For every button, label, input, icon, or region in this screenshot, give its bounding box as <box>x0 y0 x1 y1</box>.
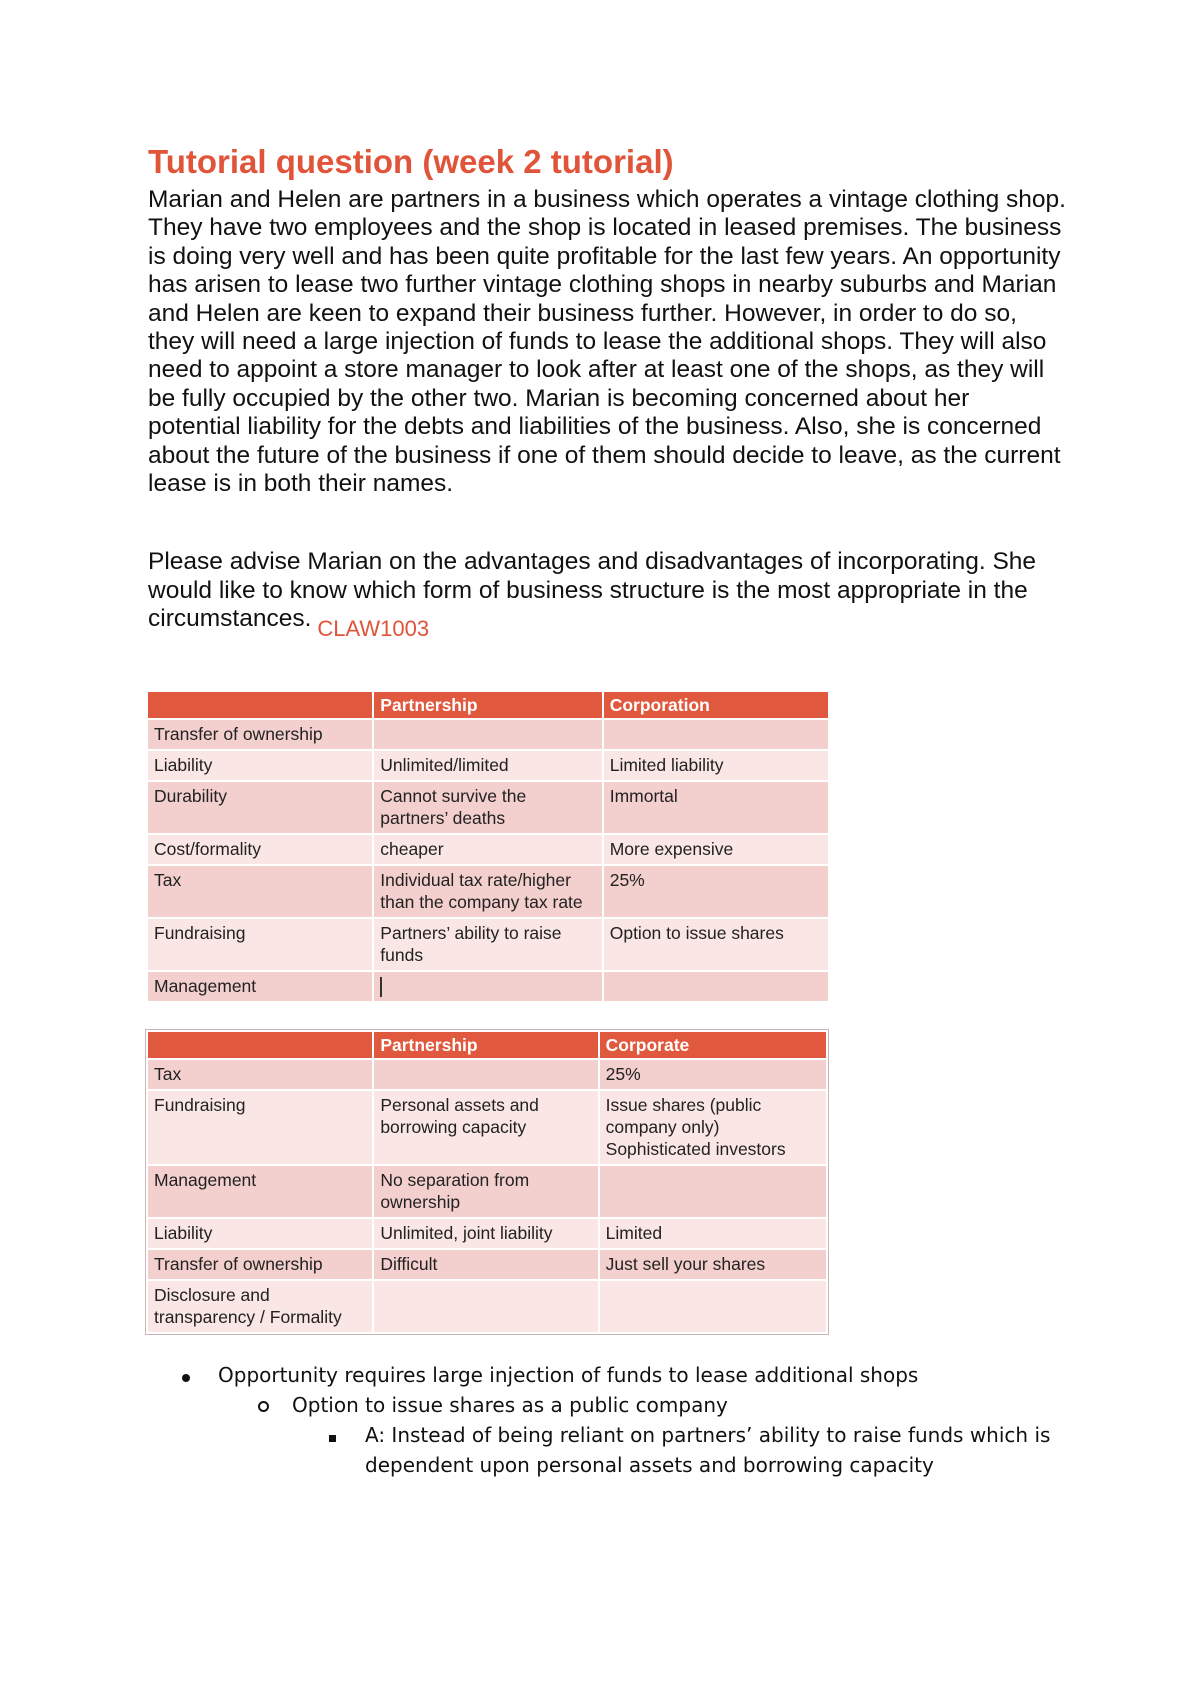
table2-cell: Personal assets and borrowing capacity <box>373 1090 598 1165</box>
table2-cell: Just sell your shares <box>599 1249 827 1280</box>
table1-header-row <box>147 691 829 719</box>
table2-cell: Disclosure and transparency / Formality <box>147 1280 373 1333</box>
notes-list <box>180 1360 1080 1480</box>
overlap-label: CLAW1003 <box>317 616 430 642</box>
table2-row <box>147 1218 827 1249</box>
table2-cell: Issue shares (public company only) Sophisticated investors <box>599 1090 827 1165</box>
text-cursor <box>380 977 382 997</box>
table2-row <box>147 1280 827 1333</box>
slide-title: Tutorial question (week 2 tutorial) <box>148 143 674 180</box>
table1-cell: Individual tax rate/higher than the company tax rate <box>373 865 602 918</box>
bullet-text: Opportunity requires large injection of funds to lease additional shops <box>218 1363 919 1387</box>
scenario-paragraph: Marian and Helen are partners in a business which operates a vintage clothing shop. They have two employees and the shop is located in leased premises. The business is doing very well and has been quite profitable for the last few years. An opportunity has arisen to lease two further vintage clothing shops in nearby suburbs and Marian and Helen are keen to expand their business further. However, in order to do so, they will need a large injection of funds to lease the additional shops. They will also need to appoint a store manager to look after at least one of the shops, as they will be fully occupied by the other two. Marian is becoming concerned about her potential liability for the debts and liabilities of the business. Also, she is concerned about the future of the business if one of them should decide to leave, as the current lease is in both their names. <box>148 186 1066 498</box>
table2-cell: Fundraising <box>147 1090 373 1165</box>
bullet-text: A: Instead of being reliant on partners’ ability to raise funds which is dependent upon personal assets and borrowing capacity <box>365 1423 1051 1477</box>
table1-cell: Partners’ ability to raise funds <box>373 918 602 971</box>
table1-header-cell: Corporation <box>603 691 829 719</box>
table2-cell <box>599 1165 827 1218</box>
table1-cell: Liability <box>147 750 373 781</box>
table1-cell: Option to issue shares <box>603 918 829 971</box>
table2-cell: Transfer of ownership <box>147 1249 373 1280</box>
table1-header-cell: Partnership <box>373 691 602 719</box>
comparison-table-2 <box>146 1030 828 1334</box>
table1-cell: Management <box>147 971 373 1002</box>
bullet-ring-icon <box>258 1390 269 1420</box>
table2-row <box>147 1059 827 1090</box>
table2-cell <box>373 1280 598 1333</box>
bullet-level-3 <box>180 1420 1080 1480</box>
table1-cell: Cannot survive the partners’ deaths <box>373 781 602 834</box>
table2-cell: No separation from ownership <box>373 1165 598 1218</box>
table1-cell: Immortal <box>603 781 829 834</box>
bullet-square-icon <box>329 1420 336 1450</box>
slide-image <box>148 140 1068 642</box>
table2-row <box>147 1090 827 1165</box>
table2-row <box>147 1165 827 1218</box>
table2-cell <box>373 1059 598 1090</box>
table1-row <box>147 834 829 865</box>
table1-cell: Fundraising <box>147 918 373 971</box>
table1-cell-editing[interactable] <box>373 971 602 1002</box>
bullet-level-2 <box>180 1390 1080 1420</box>
question-paragraph <box>148 548 1068 642</box>
table2-row <box>147 1249 827 1280</box>
table1-row <box>147 971 829 1002</box>
table1-row <box>147 918 829 971</box>
table2-header-row <box>147 1031 827 1059</box>
table1-cell <box>603 719 829 750</box>
table2-cell: Limited <box>599 1218 827 1249</box>
table2-cell: Liability <box>147 1218 373 1249</box>
table1-cell: Tax <box>147 865 373 918</box>
table2-cell: Management <box>147 1165 373 1218</box>
table1-cell <box>373 719 602 750</box>
table1-row <box>147 865 829 918</box>
table1-row <box>147 750 829 781</box>
table1-cell: Unlimited/limited <box>373 750 602 781</box>
table2-header-cell: Partnership <box>373 1031 598 1059</box>
table1-cell: 25% <box>603 865 829 918</box>
table1-cell <box>603 971 829 1002</box>
table2-cell: Tax <box>147 1059 373 1090</box>
table2-cell <box>599 1280 827 1333</box>
table1-cell: Durability <box>147 781 373 834</box>
question-text: Please advise Marian on the advantages and disadvantages of incorporating. She would like to know which form of business structure is the most appropriate in the circumstances. <box>148 548 1037 633</box>
table1-cell: Cost/formality <box>147 834 373 865</box>
table1-row <box>147 719 829 750</box>
table2-cell: 25% <box>599 1059 827 1090</box>
bullet-dot-icon <box>182 1360 190 1390</box>
bullet-text: Option to issue shares as a public company <box>292 1393 728 1417</box>
table1-cell: Limited liability <box>603 750 829 781</box>
table2-header-cell: Corporate <box>599 1031 827 1059</box>
table2-cell: Difficult <box>373 1249 598 1280</box>
bullet-level-1 <box>180 1360 1080 1390</box>
table1-cell: Transfer of ownership <box>147 719 373 750</box>
table1-row <box>147 781 829 834</box>
table1-header-cell <box>147 691 373 719</box>
table1-cell: More expensive <box>603 834 829 865</box>
table2-header-cell <box>147 1031 373 1059</box>
comparison-table-1 <box>146 690 830 1003</box>
table1-cell: cheaper <box>373 834 602 865</box>
table2-cell: Unlimited, joint liability <box>373 1218 598 1249</box>
